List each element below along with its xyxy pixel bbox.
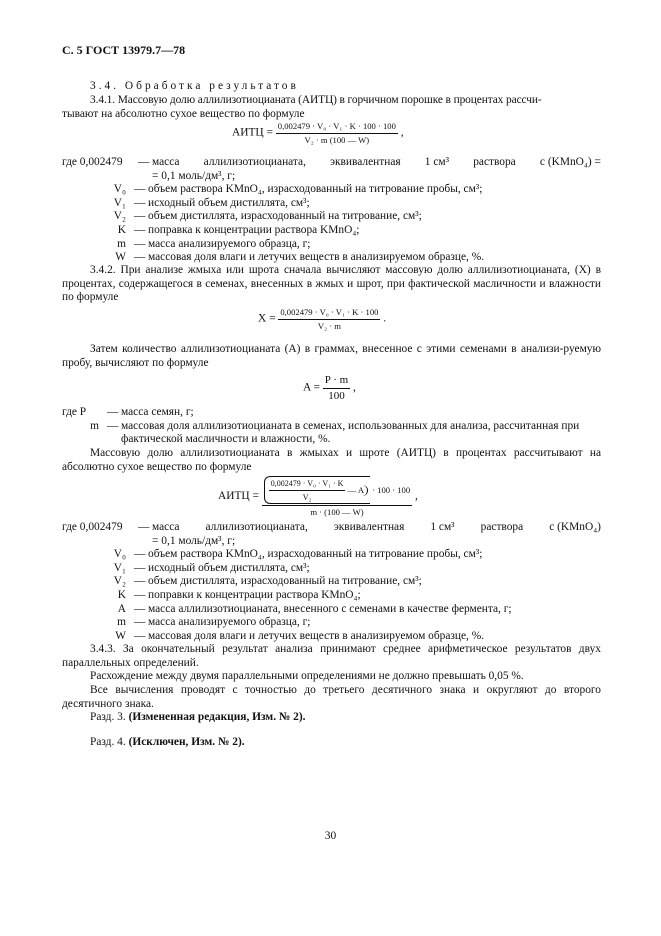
formula-lhs: АИТЦ = bbox=[218, 490, 259, 503]
definition-term: V₀ bbox=[113, 183, 126, 196]
definition-dash: — bbox=[134, 237, 146, 250]
formula-fraction bbox=[276, 121, 398, 146]
definition-row bbox=[62, 251, 601, 265]
formula-inner-denominator: V₂ bbox=[302, 493, 312, 502]
definition-row bbox=[62, 548, 601, 562]
definition-row bbox=[62, 562, 601, 576]
definition-dash: — bbox=[134, 588, 146, 601]
definition-text bbox=[152, 521, 601, 548]
definition-row bbox=[62, 156, 601, 183]
definition-dash: — bbox=[107, 419, 119, 432]
definitions-3-items bbox=[62, 548, 601, 643]
section-3-4-title: 3.4. Обработка результатов bbox=[90, 80, 299, 92]
definition-dash: — bbox=[134, 561, 146, 574]
definition-dash: — bbox=[134, 629, 146, 642]
definition-term: где 0,002479 bbox=[62, 156, 123, 168]
definition-word: 1 см³ bbox=[430, 521, 455, 533]
paragraph-difference: Расхождение между двумя параллельными определениями не должно превышать 0,05 %. bbox=[90, 670, 524, 682]
definition-row bbox=[62, 406, 601, 420]
razdel-4-label: Разд. 4. bbox=[90, 736, 126, 748]
definition-row bbox=[62, 630, 601, 644]
definition-term: W bbox=[115, 629, 126, 642]
formula-inner-numerator: 0,002479 · V₀ · V₁ · K bbox=[269, 478, 346, 491]
definition-dash: — bbox=[134, 616, 146, 629]
formula-x bbox=[258, 307, 386, 332]
section-3-4-1-text bbox=[62, 94, 601, 121]
definition-word: c (KMnO₄) = bbox=[539, 156, 601, 168]
formula-denominator: V₂ · m (100 — W) bbox=[304, 135, 370, 145]
definition-dash: — bbox=[134, 223, 146, 236]
section-3-4-3-text: 3.4.3. За окончательный результат анализа принимают среднее арифметическое результатов двух параллельных определений. bbox=[62, 643, 601, 669]
formula-a bbox=[303, 374, 356, 403]
definition-word: раствора bbox=[473, 156, 516, 168]
definitions-1-items bbox=[62, 183, 601, 265]
formula-outer-fraction bbox=[262, 476, 412, 518]
razdel-3-amendment: (Измененная редакция, Изм. № 2). bbox=[128, 711, 306, 723]
page-header: С. 5 ГОСТ 13979.7—78 bbox=[62, 43, 186, 57]
definition-row bbox=[62, 210, 601, 224]
definition-text: масса анализируемого образца, г; bbox=[148, 616, 311, 629]
definitions-2 bbox=[62, 406, 601, 447]
formula-aitc-meal bbox=[218, 476, 418, 518]
definition-text: масса семян, г; bbox=[121, 406, 194, 418]
definition-dash: — bbox=[138, 521, 150, 533]
definition-row bbox=[62, 420, 601, 447]
definition-dash: — bbox=[134, 602, 146, 615]
definition-term: m bbox=[117, 237, 126, 250]
formula-fraction bbox=[323, 374, 350, 403]
definition-row bbox=[62, 521, 601, 548]
definition-word: 1 см³ bbox=[424, 156, 450, 168]
formula-tail: , bbox=[415, 490, 418, 503]
formula-denominator: V₂ · m bbox=[317, 321, 341, 331]
definition-dash: — bbox=[134, 548, 146, 561]
formula-multiplier: · 100 · 100 bbox=[372, 485, 411, 495]
definition-text bbox=[152, 156, 601, 183]
definition-row bbox=[62, 603, 601, 617]
definition-term: где P bbox=[62, 406, 87, 418]
definition-word: аллилизотиоцианата, bbox=[205, 521, 308, 533]
formula-lhs: АИТЦ = bbox=[232, 126, 273, 139]
definition-term: m bbox=[117, 616, 126, 629]
definitions-3 bbox=[62, 521, 601, 643]
definition-row bbox=[62, 183, 601, 197]
formula-numerator: 0,002479 · V₀ · V₁ · K · 100 · 100 bbox=[276, 121, 398, 134]
definition-text: поправки к концентрации раствора KMnO₄; bbox=[148, 588, 361, 601]
definition-word: эквивалентная bbox=[330, 156, 401, 168]
definition-text: массовая доля аллилизотиоцианата в семенах, использованных для анализа, рассчитанная при фактической масличности и влажности, %. bbox=[121, 419, 580, 446]
section-3-4-1-line1: 3.4.1. Массовую долю аллилизотиоцианата (АИТЦ) в горчичном порошке в процентах рассчи- bbox=[90, 94, 542, 106]
definition-row bbox=[62, 616, 601, 630]
formula-tail: . bbox=[383, 312, 387, 325]
definition-word: эквивалентная bbox=[333, 521, 405, 533]
definition-continuation: = 0,1 моль/дм³, г; bbox=[152, 169, 236, 182]
definition-dash: — bbox=[134, 210, 146, 223]
definition-term: V₁ bbox=[113, 561, 126, 574]
definition-term: V₂ bbox=[113, 575, 126, 588]
razdel-3-label: Разд. 3. bbox=[90, 711, 126, 723]
definition-row bbox=[62, 575, 601, 589]
definition-text: массовая доля влаги и летучих веществ в анализируемом образце, %. bbox=[148, 251, 485, 264]
definition-text: масса анализируемого образца, г; bbox=[148, 237, 311, 250]
definition-text: объем дистиллята, израсходованный на титрование, см³; bbox=[148, 210, 422, 223]
definition-term: V₀ bbox=[113, 548, 126, 561]
definition-word: аллилизотиоцианата, bbox=[203, 156, 306, 168]
definition-continuation: = 0,1 моль/дм³, г; bbox=[152, 534, 236, 547]
formula-minus-a: — A bbox=[348, 485, 368, 496]
definition-text: поправка к концентрации раствора KMnO₄; bbox=[148, 223, 360, 236]
paragraph-mass-fraction: Массовую долю аллилизотиоцианата в жмыхах и шроте (АИТЦ) в процентах рассчитывают на абсолютно сухое вещество по формуле bbox=[62, 447, 601, 473]
formula-aitc-powder bbox=[232, 121, 404, 146]
section-3-4-2-text: 3.4.2. При анализе жмыха или шрота сначала вычисляют массовую долю аллилизотиоцианата, (X) в процентах, содержащегося в семенах, внесенных в жмых и шрот, при фактической масличности и влажности по формуле bbox=[62, 264, 601, 304]
paragraph-then: Затем количество аллилизотиоцианата (A) в граммах, внесенное с этими семенами в анализи-руемую пробу, вычисляют по формуле bbox=[62, 343, 601, 369]
section-3-4-1-line2: тывают на абсолютно сухое вещество по формуле bbox=[62, 107, 305, 120]
paragraph-calculations: Все вычисления проводят с точностью до третьего десятичного знака и округляют до второго десятичного знака. bbox=[62, 684, 601, 710]
definition-term: K bbox=[117, 588, 126, 601]
definition-term: K bbox=[117, 223, 126, 236]
formula-tail: , bbox=[353, 381, 356, 394]
definition-term: m bbox=[90, 419, 99, 432]
definition-word: масса bbox=[152, 521, 180, 533]
definition-term: A bbox=[117, 602, 126, 615]
formula-outer-denominator: m · (100 — W) bbox=[310, 507, 364, 517]
formula-bracket bbox=[264, 476, 370, 504]
definition-text: массовая доля влаги и летучих веществ в анализируемом образце, %. bbox=[148, 629, 485, 642]
definitions-1 bbox=[62, 156, 601, 265]
definition-term: V₂ bbox=[113, 210, 126, 223]
definition-term: где 0,002479 bbox=[62, 521, 123, 533]
razdel-3-note bbox=[62, 711, 601, 725]
formula-lhs: X = bbox=[258, 312, 276, 325]
razdel-4-amendment: (Исключен, Изм. № 2). bbox=[128, 736, 245, 748]
definition-word: c (KMnO₄) bbox=[549, 521, 601, 533]
definition-row bbox=[62, 589, 601, 603]
definition-term: W bbox=[115, 251, 126, 264]
definition-text: исходный объем дистиллята, см³; bbox=[148, 561, 310, 574]
definition-text: объем раствора KMnO₄, израсходованный на титрование пробы, см³; bbox=[148, 548, 483, 561]
definition-word: раствора bbox=[480, 521, 524, 533]
definition-row bbox=[62, 224, 601, 238]
definition-text: объем раствора KMnO₄, израсходованный на титрование пробы, см³; bbox=[148, 183, 483, 196]
definition-term: V₁ bbox=[113, 196, 126, 209]
definition-dash: — bbox=[138, 156, 150, 168]
definition-row bbox=[62, 197, 601, 211]
formula-numerator: 0,002479 · V₀ · V₁ · K · 100 bbox=[278, 307, 380, 320]
formula-tail: , bbox=[400, 126, 404, 139]
definition-dash: — bbox=[134, 575, 146, 588]
definition-dash: — bbox=[134, 196, 146, 209]
formula-lhs: A = bbox=[303, 381, 320, 394]
formula-fraction bbox=[278, 307, 380, 332]
formula-outer-numerator bbox=[262, 476, 412, 506]
definition-row bbox=[62, 238, 601, 252]
razdel-4-note bbox=[62, 736, 601, 750]
definition-word: масса bbox=[152, 156, 180, 168]
definition-text: масса аллилизотиоцианата, внесенного с семенами в качестве фермента, г; bbox=[148, 602, 512, 615]
formula-inner-fraction bbox=[269, 478, 346, 503]
formula-numerator: P · m bbox=[323, 374, 350, 389]
formula-denominator: 100 bbox=[328, 390, 345, 402]
definition-text: объем дистиллята, израсходованный на титрование, см³; bbox=[148, 575, 422, 588]
definition-text: исходный объем дистиллята, см³; bbox=[148, 196, 310, 209]
definition-dash: — bbox=[134, 183, 146, 196]
page-number: 30 bbox=[324, 830, 337, 842]
definition-dash: — bbox=[107, 406, 119, 418]
definition-dash: — bbox=[134, 251, 146, 264]
